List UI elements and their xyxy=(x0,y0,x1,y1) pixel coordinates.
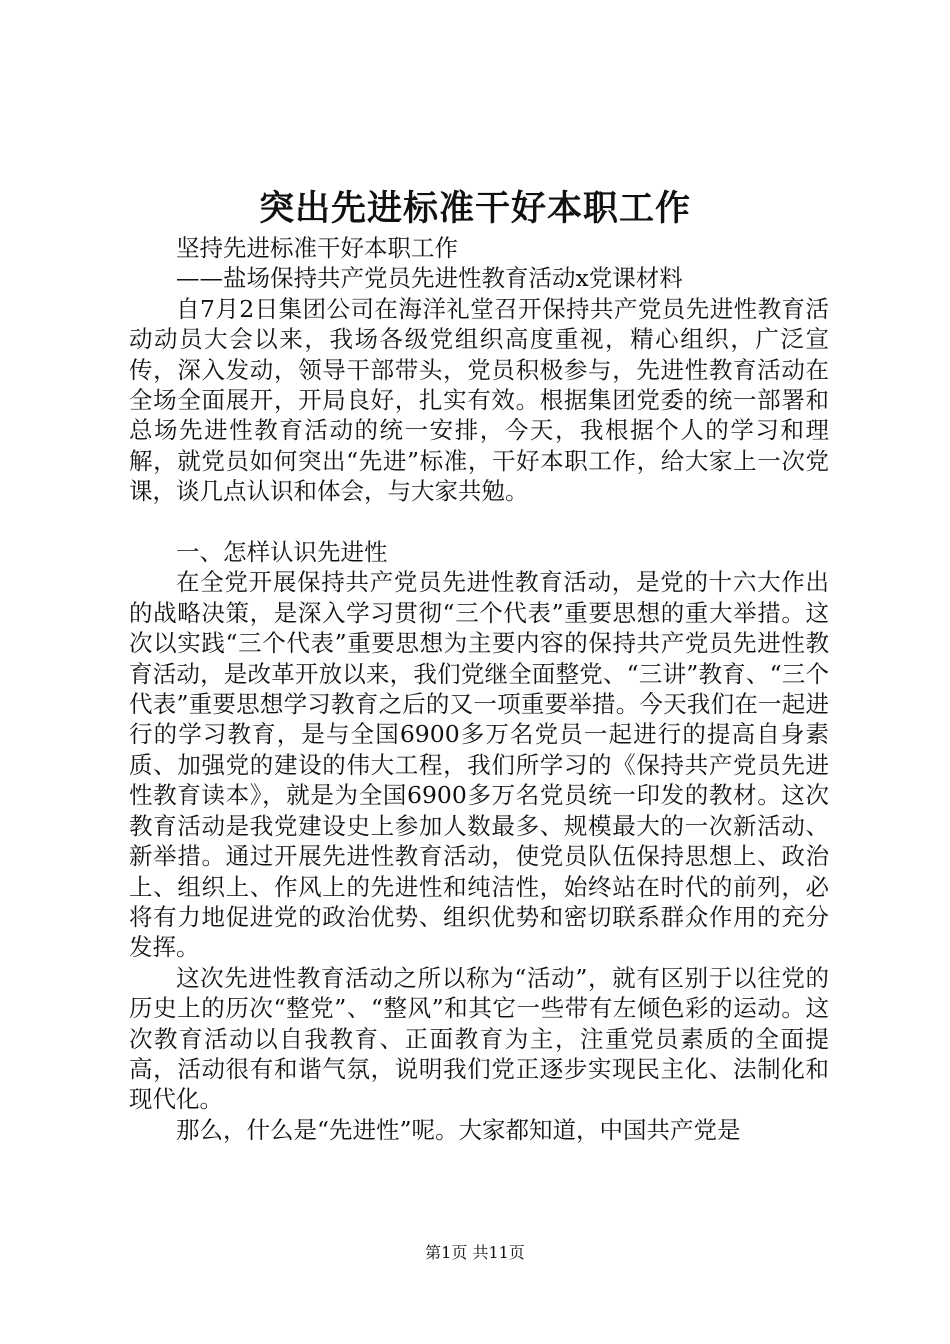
blank-line xyxy=(129,507,829,537)
document-body xyxy=(129,233,829,1145)
paragraph: 那么，什么是“先进性”呢。大家都知道，中国共产党是 xyxy=(176,1115,741,1144)
section-heading: 一、怎样认识先进性 xyxy=(176,538,388,567)
subtitle-source-line: ——盐场保持共产党员先进性教育活动x党课材料 xyxy=(176,264,683,293)
paragraph: 自7月2日集团公司在海洋礼堂召开保持共产党员先进性教育活动动员大会以来，我场各级党组织高度重视，精心组织，广泛宣传，深入发动，领导干部带头，党员积极参与，先进性教育活动在全场全面展开，开局良好，扎实有效。根据集团党委的统一部署和总场先进性教育活动的统一安排，今天，我根据个人的学习和理解，就党员如何突出“先进”标准，干好本职工作，给大家上一次党课，谈几点认识和体会，与大家共勉。 xyxy=(129,294,829,506)
subtitle-line: 坚持先进标准干好本职工作 xyxy=(176,234,458,262)
paragraph: 这次先进性教育活动之所以称为“活动”，就有区别于以往党的历史上的历次“整党”、“整风”和其它一些带有左倾色彩的运动。这次教育活动以自我教育、正面教育为主，注重党员素质的全面提高，活动很有和谐气氛，说明我们党正逐步实现民主化、法制化和现代化。 xyxy=(129,963,829,1114)
paragraph: 在全党开展保持共产党员先进性教育活动，是党的十六大作出的战略决策，是深入学习贯彻“三个代表”重要思想的重大举措。这次以实践“三个代表”重要思想为主要内容的保持共产党员先进性教育活动，是改革开放以来，我们党继全面整党、“三讲”教育、“三个代表”重要思想学习教育之后的又一项重要举措。今天我们在一起进行的学习教育，是与全国6900多万名党员一起进行的提高自身素质、加强党的建设的伟大工程，我们所学习的《保持共产党员先进性教育读本》，就是为全国6900多万名党员统一印发的教材。这次教育活动是我党建设史上参加人数最多、规模最大的一次新活动、新举措。通过开展先进性教育活动，使党员队伍保持思想上、政治上、组织上、作风上的先进性和纯洁性，始终站在时代的前列，必将有力地促进党的政治优势、组织优势和密切联系群众作用的充分发挥。 xyxy=(129,568,829,962)
document-title: 突出先进标准干好本职工作 xyxy=(258,188,691,229)
page-number-footer: 第1页 共11页 xyxy=(425,1243,525,1262)
